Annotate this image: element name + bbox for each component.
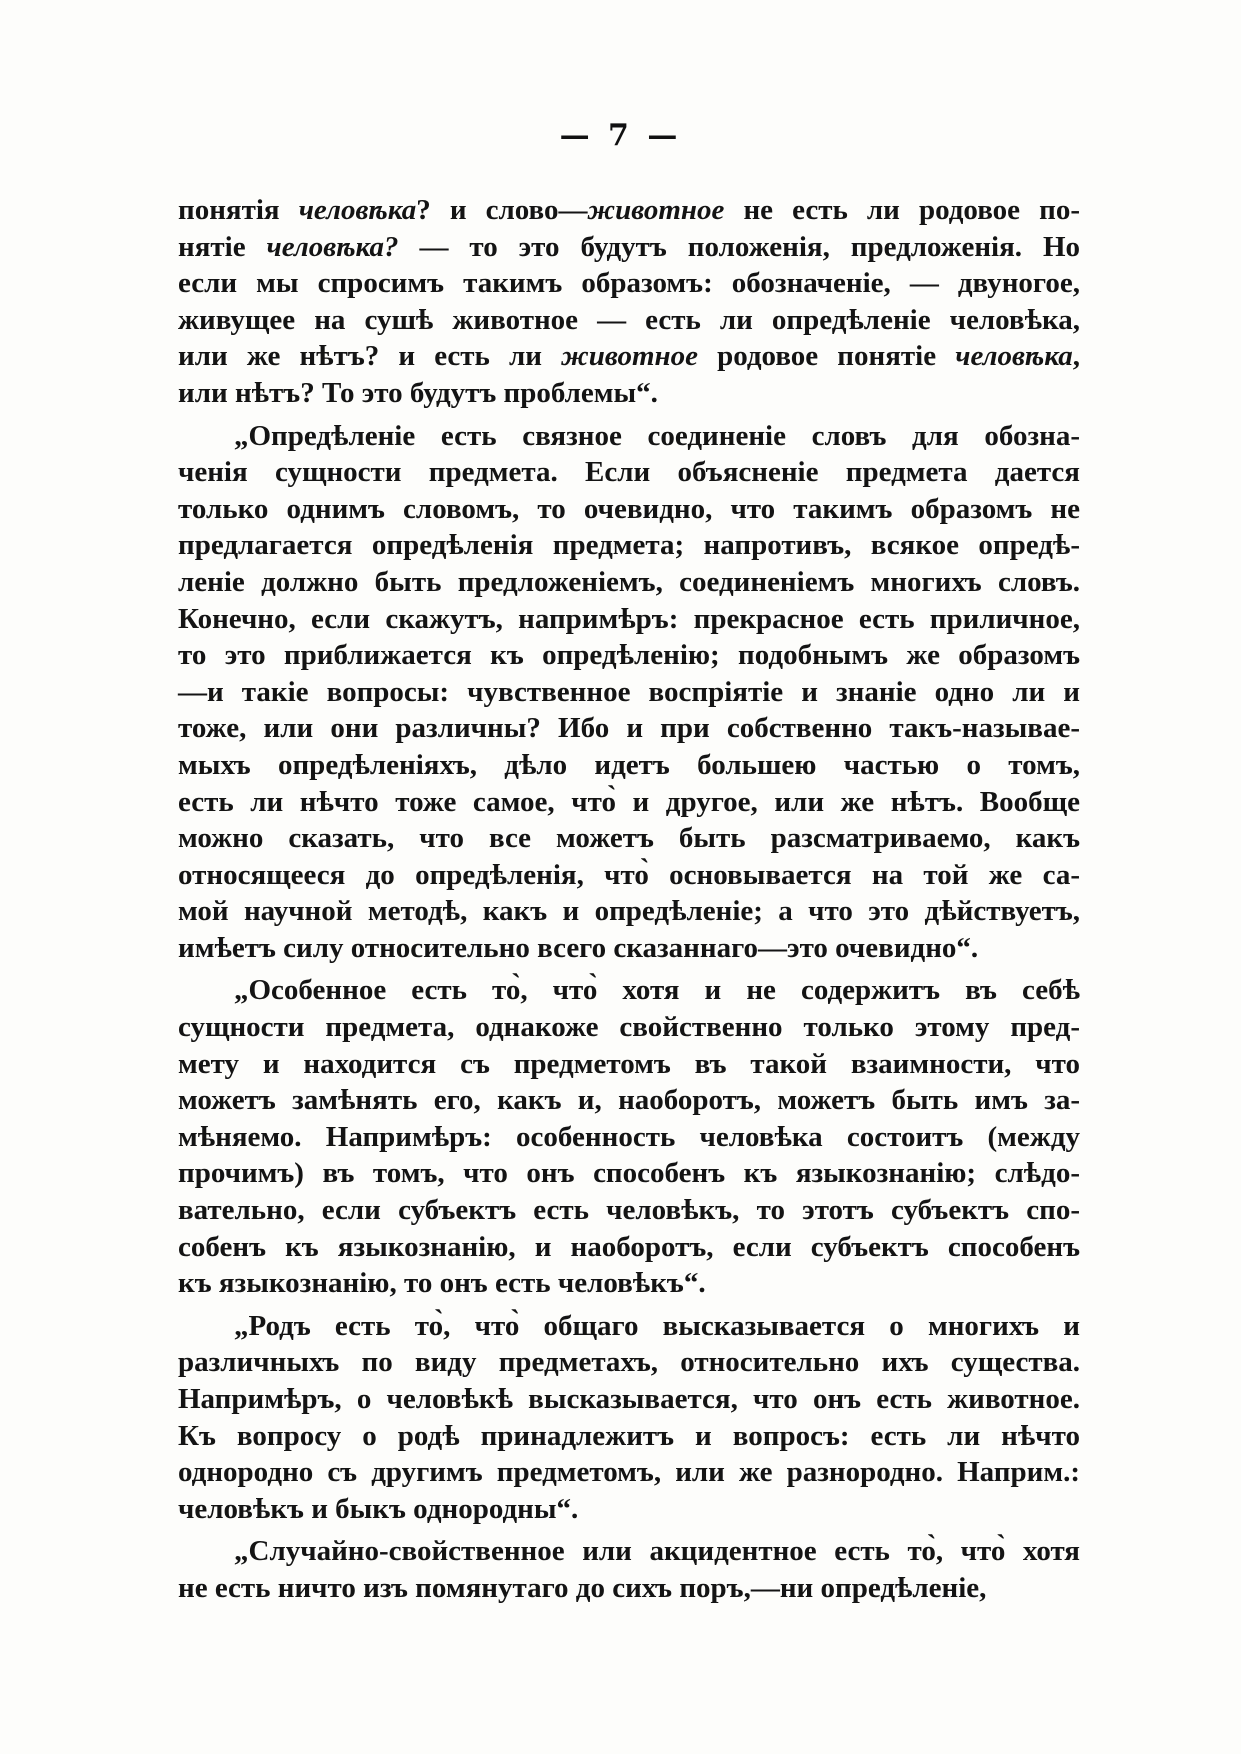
text-line: или нѣтъ? То это будутъ проблемы“. <box>178 376 658 409</box>
text-line: не есть ничто изъ помянутаго до сихъ поръ,—ни опредѣленіе, <box>178 1571 987 1604</box>
text-line: однородно съ другимъ предметомъ, или же разнородно. Наприм.: <box>178 1456 1080 1489</box>
text-line: „Опредѣленіе есть связное соединеніе словъ для обозна- <box>234 419 1080 452</box>
text-line: относящееся до опредѣленія, что̀ основывается на той же са- <box>178 858 1080 891</box>
text-line: ченія сущности предмета. Если объясненіе предмета дается <box>178 456 1080 489</box>
text-line: мой научной методѣ, какъ и опредѣленіе; а что это дѣйствуетъ, <box>178 895 1080 928</box>
page-number: — 7 — <box>559 118 682 153</box>
text-line: тоже, или они различны? Ибо и при собственно такъ-называе- <box>178 712 1080 745</box>
body-text <box>178 192 1080 1613</box>
text-line: различныхъ по виду предметахъ, относительно ихъ существа. <box>178 1346 1080 1379</box>
text-line: или же нѣтъ? и есть ли животное родовое понятіе человѣка, <box>178 340 1080 373</box>
text-line: человѣкъ и быкъ однородны“. <box>178 1492 579 1525</box>
text-line: леніе должно быть предложеніемъ, соединеніемъ многихъ словъ. <box>178 565 1080 598</box>
text-line: прочимъ) въ томъ, что онъ способенъ къ языкознанію; слѣдо- <box>178 1157 1080 1190</box>
text-line: сущности предмета, однакоже свойственно только этому пред- <box>178 1011 1080 1044</box>
text-line: вательно, если субъектъ есть человѣкъ, то этотъ субъектъ спо- <box>178 1194 1080 1227</box>
text-line: есть ли нѣчто тоже самое, что̀ и другое, или же нѣтъ. Вообще <box>178 785 1080 818</box>
text-line: можетъ замѣнять его, какъ и, наоборотъ, можетъ быть имъ за- <box>178 1084 1080 1117</box>
text-line: собенъ къ языкознанію, и наоборотъ, если субъектъ способенъ <box>178 1230 1080 1263</box>
text-line: живущее на сушѣ животное — есть ли опредѣленіе человѣка, <box>178 303 1080 336</box>
text-line: „Особенное есть то̀, что̀ хотя и не содержитъ въ себѣ <box>234 974 1080 1007</box>
text-line: нятіе человѣка? — то это будутъ положенія, предложенія. Но <box>178 230 1080 263</box>
text-line: Напримѣръ, о человѣкѣ высказывается, что онъ есть животное. <box>178 1383 1080 1415</box>
text-line: Конечно, если скажутъ, напримѣръ: прекрасное есть приличное, <box>178 602 1080 635</box>
paragraph <box>178 418 1080 967</box>
paragraph <box>178 1533 1080 1606</box>
paragraph <box>178 972 1080 1301</box>
text-line: предлагается опредѣленія предмета; напротивъ, всякое опредѣ- <box>178 529 1080 562</box>
text-line: Къ вопросу о родѣ принадлежитъ и вопросъ: есть ли нѣчто <box>178 1419 1080 1452</box>
text-line: можно сказать, что все можетъ быть разсматриваемо, какъ <box>178 822 1080 855</box>
text-line: то это приближается къ опредѣленію; подобнымъ же образомъ <box>178 639 1080 672</box>
text-line: мыхъ опредѣленіяхъ, дѣло идетъ большею частью о томъ, <box>178 748 1080 781</box>
text-line: —и такіе вопросы: чувственное воспріятіе и знаніе одно ли и <box>178 675 1080 708</box>
text-line: „Случайно-свойственное или акцидентное есть то̀, что̀ хотя <box>234 1535 1080 1568</box>
paragraph <box>178 1308 1080 1528</box>
text-line: имѣетъ силу относительно всего сказаннаго—это очевидно“. <box>178 931 979 964</box>
text-line: понятія человѣка? и слово—животное не есть ли родовое по- <box>178 194 1080 226</box>
text-line: только однимъ словомъ, то очевидно, что такимъ образомъ не <box>178 492 1080 525</box>
text-line: „Родъ есть то̀, что̀ общаго высказывается о многихъ и <box>234 1309 1080 1342</box>
text-line: къ языкознанію, то онъ есть человѣкъ“. <box>178 1267 706 1300</box>
text-line: мету и находится съ предметомъ въ такой взаимности, что <box>178 1047 1080 1080</box>
paragraph <box>178 192 1080 412</box>
text-line: мѣняемо. Напримѣръ: особенность человѣка состоитъ (между <box>178 1120 1080 1153</box>
text-line: если мы спросимъ такимъ образомъ: обозначеніе, — двуногое, <box>178 267 1080 300</box>
